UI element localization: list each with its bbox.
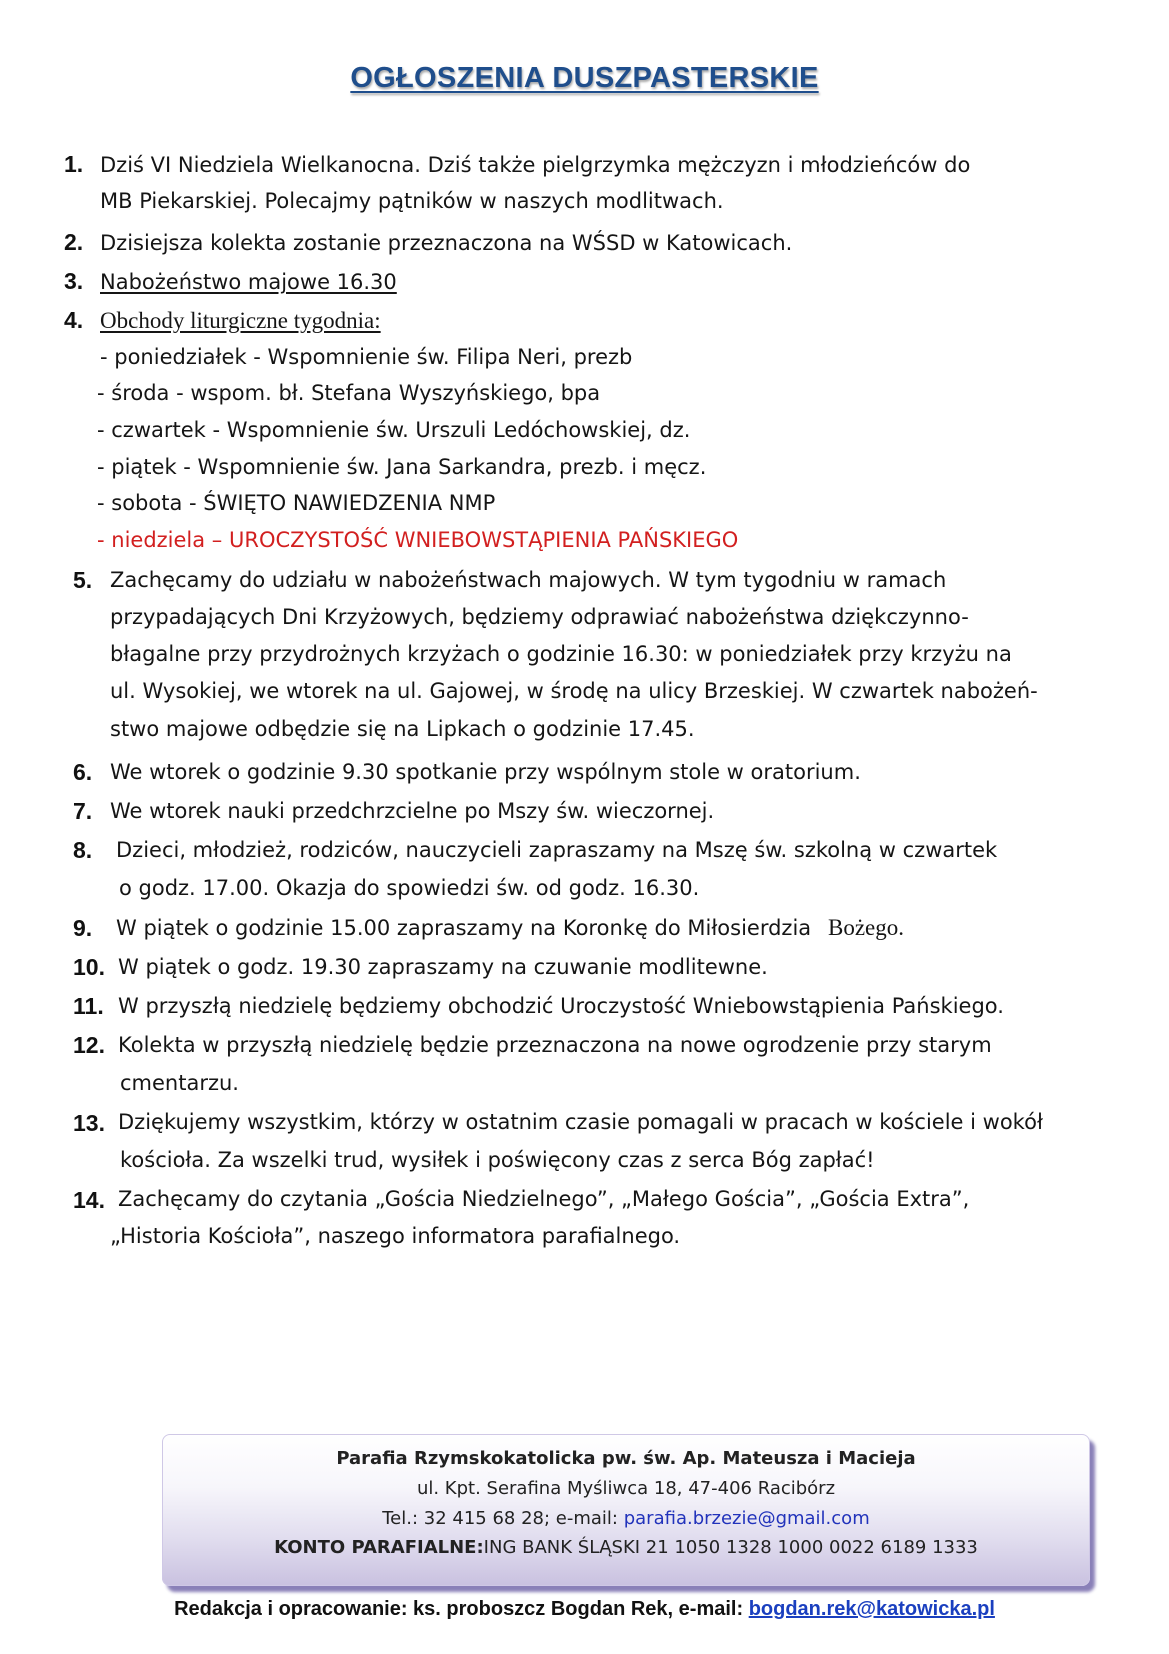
item-text: Nabożeństwo majowe 16.30 [100,270,397,294]
parish-email-link[interactable]: parafia.brzezie@gmail.com [623,1508,870,1529]
liturgy-line: - piątek - Wspomnienie św. Jana Sarkandra, prezb. i męcz. [97,455,707,479]
item-number: 12. [73,1032,105,1058]
page-title: OGŁOSZENIA DUSZPASTERSKIE [350,62,819,94]
item-number: 3. [64,268,84,294]
item-text: W przyszłą niedzielę będziemy obchodzić Uroczystość Wniebowstąpienia Pańskiego. [118,994,1004,1018]
item-number: 8. [73,837,93,863]
parish-address: ul. Kpt. Serafina Myśliwca 18, 47-406 Racibórz [416,1478,836,1499]
item-text: Dziś VI Niedziela Wielkanocna. Dziś także pielgrzymka mężczyzn i młodzieńców do [100,153,971,177]
editor-credit [0,1598,1169,1621]
account-number: ING BANK ŚLĄSKI 21 1050 1328 1000 0022 6189 1333 [483,1537,978,1558]
item-number: 5. [73,567,93,593]
item-text: Zachęcamy do czytania „Gościa Niedzielnego”, „Małego Gościa”, „Gościa Extra”, [118,1187,970,1211]
account-label: KONTO PARAFIALNE: [274,1537,484,1558]
item-text: Dziękujemy wszystkim, którzy w ostatnim czasie pomagali w pracach w kościele i wokół [118,1110,1043,1134]
item-text: Dzisiejsza kolekta zostanie przeznaczona na WŚSD w Katowicach. [100,231,793,255]
credit-label: Redakcja i opracowanie: ks. proboszcz Bogdan Rek, e-mail: [174,1598,749,1620]
item-text: W piątek o godz. 19.30 zapraszamy na czuwanie modlitewne. [118,955,768,979]
item-text: kościoła. Za wszelki trud, wysiłek i poświęcony czas z serca Bóg zapłać! [120,1148,875,1172]
liturgy-line: - środa - wspom. bł. Stefana Wyszyńskiego, bpa [97,381,601,405]
liturgy-line: - sobota - ŚWIĘTO NAWIEDZENIA NMP [97,491,496,515]
item-number: 4. [64,307,84,333]
item-number: 14. [73,1187,105,1213]
item-text: błagalne przy przydrożnych krzyżach o godzinie 16.30: w poniedziałek przy krzyżu na [110,642,1012,666]
item-text: Obchody liturgiczne tygodnia: [100,308,381,333]
item-text: ul. Wysokiej, we wtorek na ul. Gajowej, w środę na ulicy Brzeskiej. W czwartek nabożeń- [110,679,1038,703]
item-text: Dzieci, młodzież, rodziców, nauczycieli zapraszamy na Mszę św. szkolną w czwartek [116,838,998,862]
parish-contact [162,1508,1090,1529]
item-text: Zachęcamy do udziału w nabożeństwach majowych. W tym tygodniu w ramach [110,568,947,592]
item-text: cmentarzu. [120,1071,239,1095]
item-text: W piątek o godzinie 15.00 zapraszamy na Koronkę do Miłosierdzia [116,916,812,940]
item-number: 7. [73,798,93,824]
item-text: stwo majowe odbędzie się na Lipkach o godzinie 17.45. [110,717,695,741]
liturgy-line: - poniedziałek - Wspomnienie św. Filipa Neri, prezb [100,345,633,369]
item-text: przypadających Dni Krzyżowych, będziemy odprawiać nabożeństwa dziękczynno- [110,605,969,629]
item-text: MB Piekarskiej. Polecajmy pątników w naszych modlitwach. [100,189,724,213]
item-text: Kolekta w przyszłą niedzielę będzie przeznaczona na nowe ogrodzenie przy starym [118,1033,992,1057]
item-number: 6. [73,759,93,785]
item-number: 11. [73,993,104,1019]
parish-account [162,1537,1090,1558]
parish-tel: Tel.: 32 415 68 28; e-mail: [382,1508,624,1529]
item-number: 1. [64,151,84,177]
item-text: We wtorek o godzinie 9.30 spotkanie przy wspólnym stole w oratorium. [110,760,861,784]
item-text: „Historia Kościoła”, naszego informatora parafialnego. [110,1224,681,1248]
item-number: 13. [73,1110,105,1136]
item-text: We wtorek nauki przedchrzcielne po Mszy św. wieczornej. [110,799,715,823]
item-number: 9. [73,915,93,941]
item-number: 2. [64,229,84,255]
item-text: Bożego. [828,915,905,940]
parish-name: Parafia Rzymskokatolicka pw. św. Ap. Mateusza i Macieja [336,1448,916,1469]
item-number: 10. [73,954,105,980]
liturgy-line-highlight: - niedziela – UROCZYSTOŚĆ WNIEBOWSTĄPIENIA PAŃSKIEGO [97,528,739,552]
liturgy-line: - czwartek - Wspomnienie św. Urszuli Ledóchowskiej, dz. [97,418,691,442]
parish-info-box [162,1434,1090,1586]
item-text: o godz. 17.00. Okazja do spowiedzi św. od godz. 16.30. [119,876,700,900]
editor-email-link[interactable]: bogdan.rek@katowicka.pl [748,1598,995,1620]
